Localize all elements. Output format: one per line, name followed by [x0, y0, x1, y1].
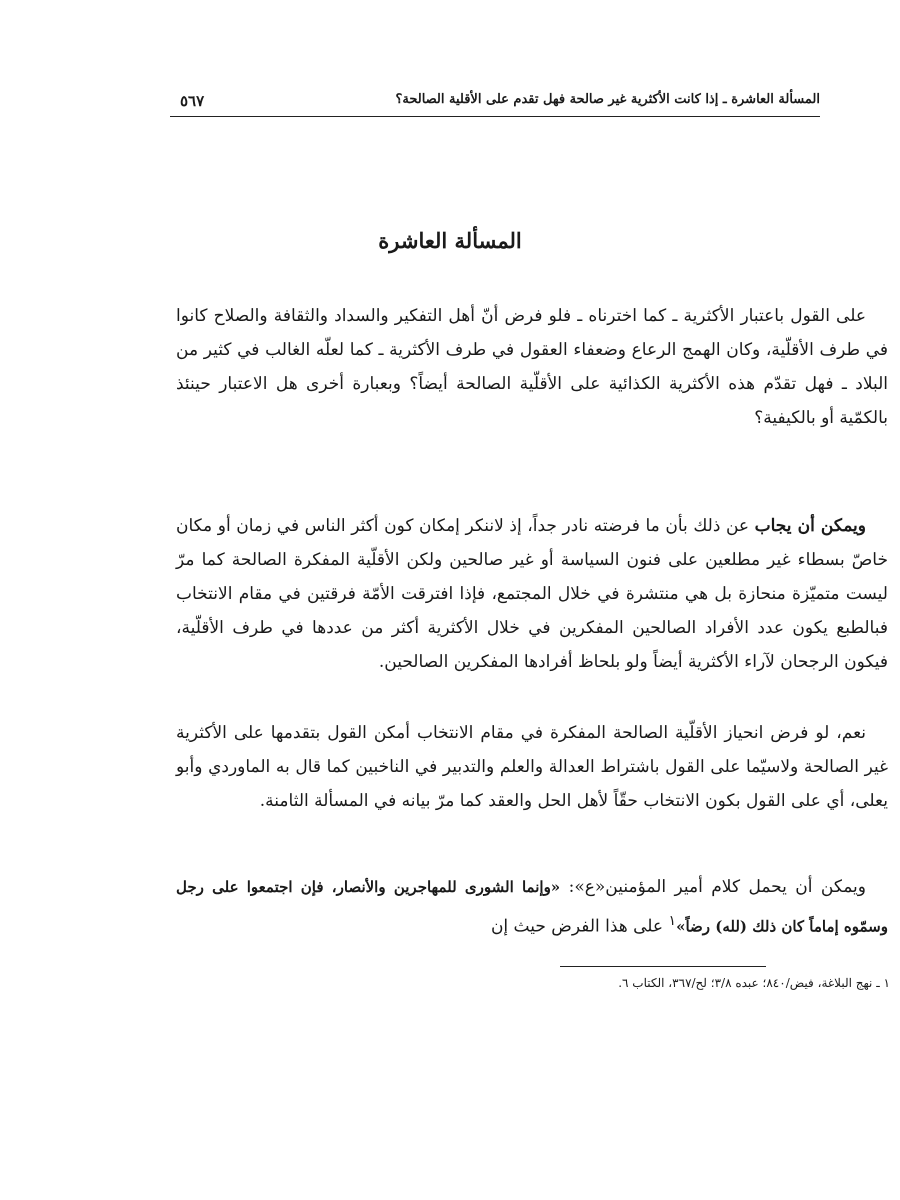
footnote-reference: ١ — [668, 913, 677, 929]
paragraph-4-lead: ويمكن أن يحمل كلام أمير المؤمنين«ع»: — [560, 877, 866, 897]
imam-quote: «وإنما الشورى للمهاجرين والأنصار، فإن اجتمعوا على رجل وسمّوه إماماً كان ذلك (لله) رضاً» — [176, 878, 888, 936]
paragraph-2 — [176, 509, 888, 679]
section-title: المسألة العاشرة — [378, 228, 522, 253]
running-header — [170, 92, 820, 117]
paragraph-4-tail: على هذا الفرض حيث إن — [490, 916, 669, 937]
footnote-divider — [560, 966, 766, 967]
paragraph-1 — [176, 299, 888, 435]
paragraph-3-text: نعم، لو فرض انحياز الأقلّية الصالحة المفكرة في مقام الانتخاب أمكن القول بتقدمها على الأكثرية غير الصالحة ولاسيّما على القول باشتراط العدالة والعلم والتدبير في الناخبين كما قال به الماوردي وأبو يعلى، أي على القول بكون الانتخاب حقّاً لأهل الحل والعقد كما مرّ بيانه في المسألة الثامنة. — [176, 723, 888, 811]
paragraph-2-lead: ويمكن أن يجاب — [754, 516, 866, 536]
paragraph-4 — [176, 870, 888, 944]
paragraph-2-rest: عن ذلك بأن ما فرضته نادر جداً، إذ لاننكر إمكان كون أكثر الناس في زمان أو مكان خاصّ بسطاء غير مطلعين على فنون السياسة أو غير صالحين ولكن الأقلّية المفكرة الصالحة كما مرّ ليست متميّزة منحازة بل هي منتشرة في خلال المجتمع، فإذا افترقت الأمّة فرقتين في مقام الانتخاب فبالطبع يكون عدد الأفراد الصالحين المفكرين في خلال الأكثرية أكثر من عددها في طرف الأقلّية، فيكون الرجحان لآراء الأكثرية أيضاً ولو بلحاظ أفرادها المفكرين الصالحين. — [176, 516, 888, 672]
paragraph-2-text — [176, 509, 888, 679]
paragraph-3 — [176, 716, 888, 818]
footnote: ١ ـ نهج البلاغة، فيض/٨٤٠؛ عبده ٣/٨؛ لح/٣٦٧، الكتاب ٦. — [618, 976, 890, 990]
running-title: المسألة العاشرة ـ إذا كانت الأكثرية غير صالحة فهل تقدم على الأقلية الصالحة؟ — [395, 92, 820, 107]
paragraph-1-text: على القول باعتبار الأكثرية ـ كما اخترناه ـ فلو فرض أنّ أهل التفكير والسداد والثقافة والصلاح كانوا في طرف الأقلّية، وكان الهمج الرعاع وضعفاء العقول في طرف الأكثرية ـ كما لعلّه الغالب في كثير من البلاد ـ فهل تقدّم هذه الأكثرية الكذائية على الأقلّية الصالحة أيضاً؟ وبعبارة أخرى هل الاعتبار حينئذ بالكمّية أو بالكيفية؟ — [176, 306, 888, 428]
paragraph-4-text — [176, 870, 888, 944]
page-number: ٥٦٧ — [180, 92, 205, 110]
